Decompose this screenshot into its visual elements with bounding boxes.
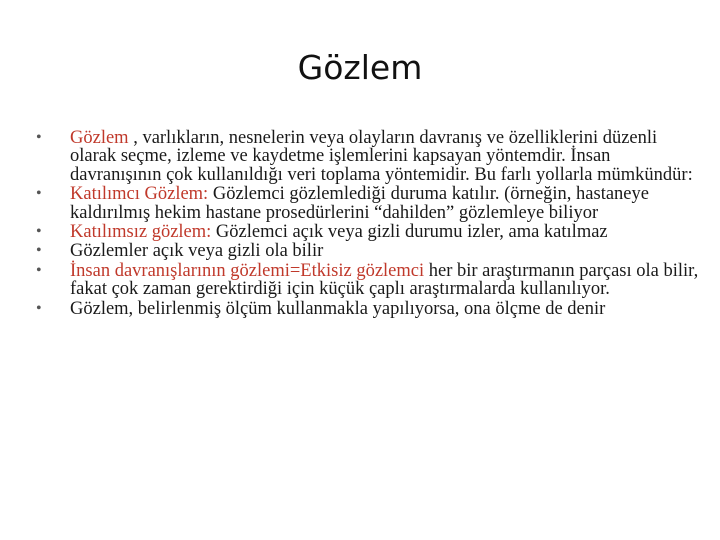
bullet-item: [36, 185, 700, 222]
bullet-text: Gözlem, belirlenmiş ölçüm kullanmakla yapılıyorsa, ona ölçme de denir: [70, 298, 606, 319]
bullet-list: [36, 129, 700, 319]
bullet-item: [36, 223, 700, 241]
bullet-item: [36, 262, 700, 299]
slide-title: Gözlem: [297, 48, 423, 87]
bullet-text: , varlıkların, nesnelerin veya olayların davranış ve özelliklerini düzenli olarak seçme, izleme ve kaydetme işlemlerini kapsayan yöntemdir. İnsan davranışının çok kullanıldığı veri toplama yöntemidir. Bu farlı yollarla mümkündür:: [70, 128, 693, 185]
bullet-item: [36, 242, 700, 260]
bullet-dot-icon: •: [36, 223, 42, 241]
bullet-text: Gözlemci açık veya gizli durumu izler, ama katılmaz: [211, 222, 608, 243]
bullet-highlight: Gözlem: [70, 128, 129, 148]
bullet-dot-icon: •: [36, 185, 42, 203]
bullet-highlight: İnsan davranışlarının gözlemi=Etkisiz gözlemci: [70, 260, 425, 281]
bullet-text: Gözlemler açık veya gizli ola bilir: [70, 241, 324, 262]
bullet-dot-icon: •: [36, 261, 42, 279]
bullet-text: her bir araştırmanın parçası ola bilir, fakat çok zaman gerektirdiği için küçük çaplı araştırmalarda kullanılıyor.: [70, 260, 699, 300]
bullet-item: [36, 129, 700, 184]
bullet-item: [36, 300, 700, 318]
bullet-highlight: Katılımsız gözlem:: [70, 222, 212, 243]
bullet-highlight: Katılımcı Gözlem:: [70, 184, 209, 205]
bullet-dot-icon: •: [36, 299, 42, 317]
bullet-dot-icon: •: [36, 242, 42, 260]
bullet-text: Gözlemci gözlemlediği duruma katılır. (örneğin, hastaneye kaldırılmış hekim hastane prosedürlerini “dahilden” gözlemleye biliyor: [70, 184, 649, 223]
bullet-dot-icon: •: [36, 129, 42, 146]
